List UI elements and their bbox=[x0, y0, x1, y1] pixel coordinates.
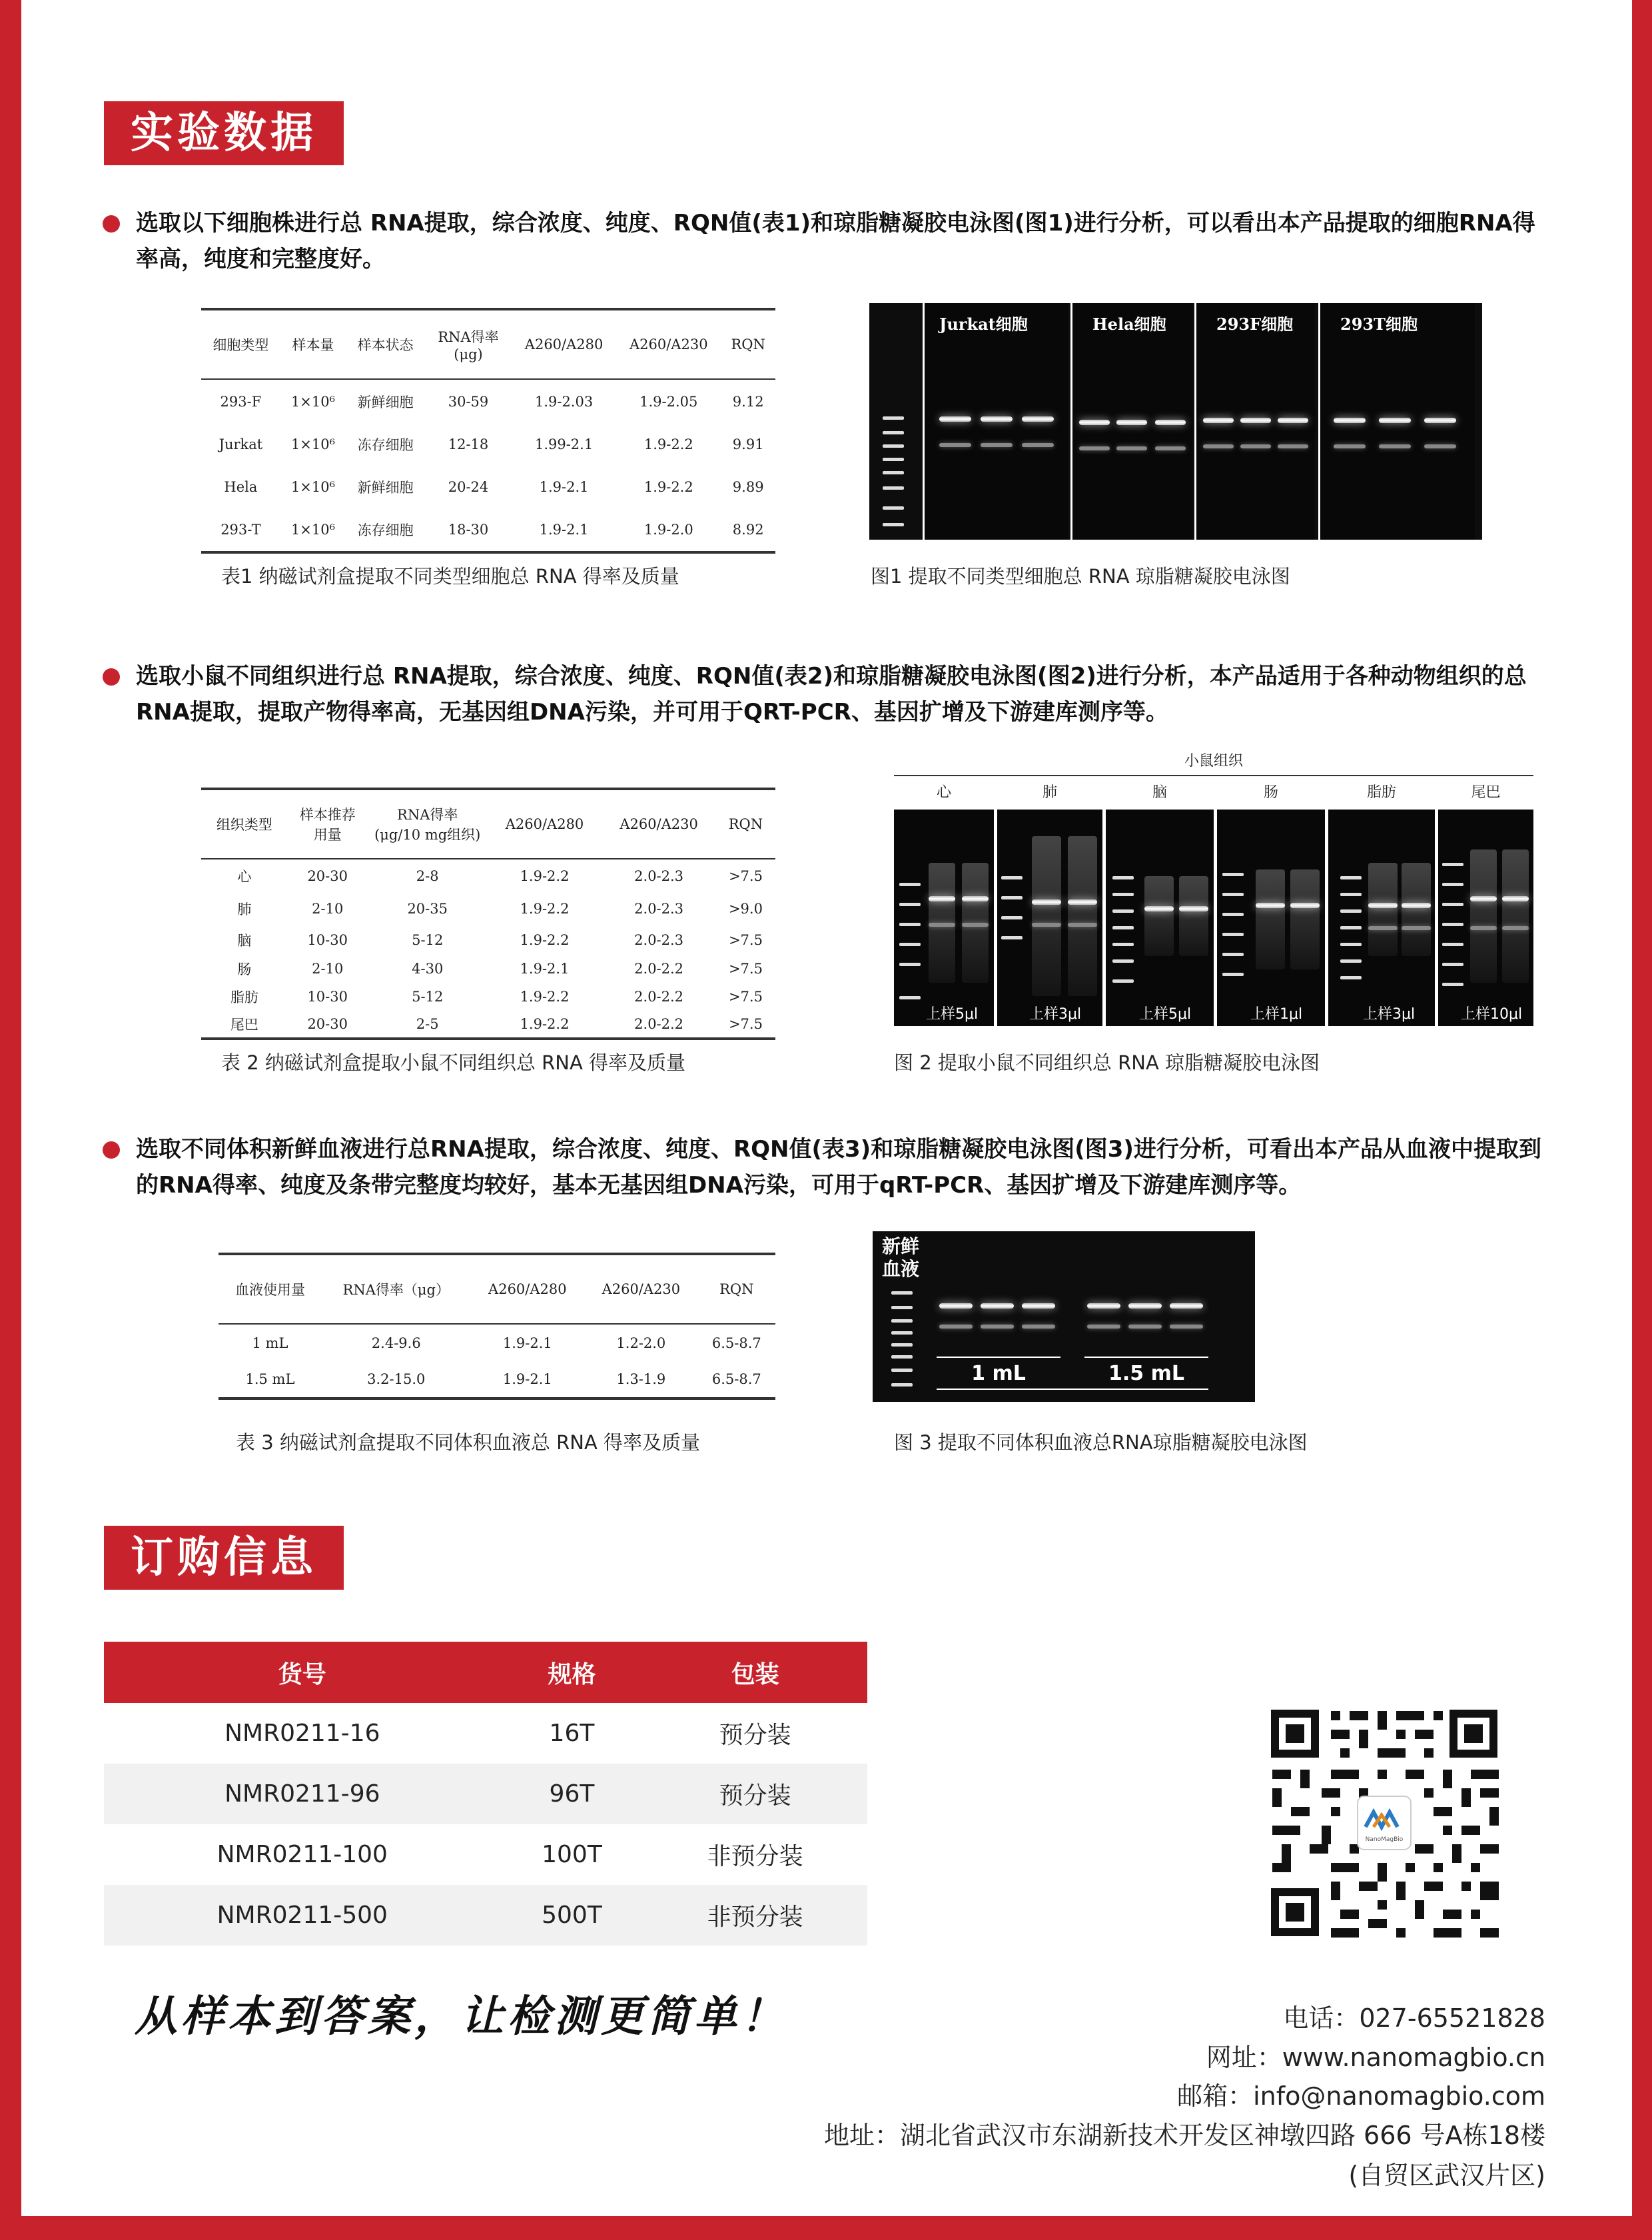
section-title-experiment: 实验数据 bbox=[104, 101, 344, 165]
figure2-bracket bbox=[894, 775, 1533, 776]
gel-lane-label: 肠 bbox=[1263, 784, 1278, 801]
table-cell: 2.0-2.2 bbox=[634, 989, 684, 1005]
order-cell: 16T bbox=[549, 1720, 595, 1747]
gel-lane-label: 脑 bbox=[1152, 784, 1167, 801]
table-header-cell: RQN bbox=[698, 1254, 775, 1324]
table-cell: 1.2-2.0 bbox=[616, 1335, 666, 1351]
contact-address-note: (自贸区武汉片区) bbox=[1348, 2161, 1545, 2190]
table-cell: 1.9-2.2 bbox=[520, 932, 570, 948]
section-title-order: 订购信息 bbox=[104, 1526, 344, 1590]
table-cell: 20-30 bbox=[307, 867, 348, 884]
table-cell: 冻存细胞 bbox=[357, 437, 414, 453]
table-cell: 293-F bbox=[220, 393, 262, 410]
table-caption: 表1 纳磁试剂盒提取不同类型细胞总 RNA 得率及质量 bbox=[221, 565, 679, 588]
gel-lane-label: 心 bbox=[936, 784, 951, 801]
order-row bbox=[104, 1764, 867, 1824]
table-row bbox=[201, 466, 775, 508]
table-header-cell: A260/A280 bbox=[471, 1254, 585, 1324]
table-row bbox=[201, 423, 775, 466]
bullet-icon bbox=[103, 1141, 120, 1159]
table-cell: 2.0-2.3 bbox=[634, 932, 684, 948]
bullet-icon bbox=[103, 215, 120, 233]
order-cell: 预分装 bbox=[643, 1764, 867, 1824]
order-cell: 预分装 bbox=[719, 1722, 791, 1749]
order-cell: 100T bbox=[542, 1841, 602, 1868]
table-cell: 1×10⁶ bbox=[290, 436, 336, 452]
gel-load-label: 上样5μl bbox=[1139, 1006, 1192, 1023]
table-cell: 1×10⁶ bbox=[280, 508, 346, 552]
table-header-cell: 血液使用量 bbox=[218, 1254, 322, 1324]
table-row bbox=[201, 508, 775, 552]
table-caption: 表 2 纳磁试剂盒提取小鼠不同组织总 RNA 得率及质量 bbox=[221, 1051, 686, 1074]
table-cell: 30-59 bbox=[448, 393, 489, 410]
table-header-cell: 样本状态 bbox=[346, 309, 425, 379]
table-row bbox=[201, 983, 775, 1011]
table-cell-rna-yield bbox=[201, 308, 775, 554]
table-header-cell: 样本推荐 用量 bbox=[288, 789, 368, 859]
contact-phone: 电话：027-65521828 bbox=[1283, 2003, 1545, 2033]
gel-lane-label: 尾巴 bbox=[1471, 784, 1501, 801]
table-cell: 1.9-2.0 bbox=[616, 508, 721, 552]
table-tissue-rna-yield bbox=[201, 788, 775, 1040]
table-cell: Hela bbox=[224, 479, 258, 495]
table-cell: 8.92 bbox=[721, 508, 775, 552]
table-cell: 2-5 bbox=[368, 1011, 488, 1039]
table-cell: 9.91 bbox=[732, 436, 764, 452]
order-cell: 非预分装 bbox=[643, 1885, 867, 1946]
table-cell: 3.2-15.0 bbox=[322, 1361, 471, 1399]
gel-load-label: 上样5μl bbox=[926, 1006, 979, 1023]
table-header-cell: A260/A230 bbox=[602, 789, 716, 859]
table-cell: 9.12 bbox=[732, 393, 764, 410]
table-cell: 1.3-1.9 bbox=[584, 1361, 698, 1399]
table-cell: >7.5 bbox=[728, 989, 763, 1005]
table-header-cell: A260/A280 bbox=[488, 789, 602, 859]
table-cell: 2.0-2.3 bbox=[634, 867, 684, 884]
order-cell: 非预分装 bbox=[707, 1843, 803, 1870]
table-header-cell: RQN bbox=[716, 789, 775, 859]
table-cell: 20-30 bbox=[288, 1011, 368, 1039]
table-cell: 1.9-2.2 bbox=[520, 901, 570, 917]
gel-lane-label: 293F细胞 bbox=[1216, 314, 1294, 334]
table-cell: >7.5 bbox=[728, 932, 763, 948]
table-cell: 1.5 mL bbox=[218, 1361, 322, 1399]
gel-group-label: 1.5 mL bbox=[1108, 1362, 1184, 1385]
table-cell: 10-30 bbox=[307, 932, 348, 948]
figure2-title: 小鼠组织 bbox=[1184, 753, 1243, 770]
gel-load-label: 上样10μl bbox=[1461, 1006, 1523, 1023]
table-cell: 脂肪 bbox=[230, 989, 258, 1005]
table-cell: 9.89 bbox=[732, 479, 764, 495]
table-header-cell: A260/A230 bbox=[584, 1254, 698, 1324]
gel-lane-label: Jurkat细胞 bbox=[939, 314, 1028, 334]
table-cell: 新鲜细胞 bbox=[357, 480, 414, 496]
table-cell: 1.9-2.2 bbox=[520, 989, 570, 1005]
table-cell: 4-30 bbox=[412, 961, 444, 977]
table-cell: 5-12 bbox=[412, 989, 444, 1005]
figure-caption: 图1 提取不同类型细胞总 RNA 琼脂糖凝胶电泳图 bbox=[871, 565, 1290, 588]
gel-image-tissue bbox=[894, 810, 1533, 1026]
contact-email: 邮箱：info@nanomagbio.com bbox=[1177, 2081, 1545, 2111]
table-cell: 1.9-2.1 bbox=[520, 961, 570, 977]
table-row bbox=[201, 859, 775, 892]
paragraph-cell-lines: 选取以下细胞株进行总 RNA提取，综合浓度、纯度、RQN值(表1)和琼脂糖凝胶电泳图(图1)进行分析，可以看出本产品提取的细胞RNA得率高，纯度和完整度好。 bbox=[136, 210, 1535, 273]
table-row bbox=[201, 892, 775, 925]
gel-image-cells bbox=[869, 303, 1482, 540]
order-cell: NMR0211-96 bbox=[104, 1764, 501, 1824]
table-row bbox=[218, 1361, 775, 1399]
table-header-cell: A260/A280 bbox=[512, 309, 616, 379]
table-header-cell: 样本量 bbox=[280, 309, 346, 379]
gel-side-label: 血液 bbox=[882, 1258, 920, 1280]
gel-load-label: 上样3μl bbox=[1029, 1006, 1082, 1023]
table-blood-rna-yield bbox=[218, 1253, 775, 1400]
table-cell: 1.9-2.1 bbox=[471, 1361, 585, 1399]
gel-image-blood bbox=[873, 1231, 1255, 1402]
order-row bbox=[104, 1703, 867, 1764]
table-cell: 1.9-2.2 bbox=[643, 479, 693, 495]
table-header-cell: 组织类型 bbox=[201, 789, 288, 859]
order-cell: 500T bbox=[501, 1885, 643, 1946]
table-cell: 心 bbox=[237, 868, 252, 885]
table-row bbox=[201, 925, 775, 955]
table-cell: 1.9-2.03 bbox=[534, 393, 594, 410]
table-header-cell: RNA得率 (μg) bbox=[425, 309, 512, 379]
figure-caption: 图 3 提取不同体积血液总RNA琼脂糖凝胶电泳图 bbox=[894, 1431, 1308, 1454]
gel-load-label: 上样1μl bbox=[1250, 1006, 1303, 1023]
table-cell: 肠 bbox=[237, 961, 252, 977]
table-cell: 2.0-2.2 bbox=[602, 1011, 716, 1039]
table-cell: 6.5-8.7 bbox=[698, 1361, 775, 1399]
table-header-cell: RQN bbox=[721, 309, 775, 379]
qr-logo-text: NanoMagBio bbox=[1365, 1836, 1404, 1843]
figure-caption: 图 2 提取小鼠不同组织总 RNA 琼脂糖凝胶电泳图 bbox=[894, 1051, 1320, 1074]
gel-lane-label: 肺 bbox=[1042, 784, 1057, 801]
table-row bbox=[201, 1011, 775, 1039]
table-cell: >7.5 bbox=[716, 1011, 775, 1039]
table-cell: 6.5-8.7 bbox=[711, 1335, 761, 1351]
table-cell: 新鲜细胞 bbox=[357, 394, 414, 410]
order-table bbox=[104, 1642, 867, 1946]
table-cell: >9.0 bbox=[728, 901, 763, 917]
table-cell: 1.9-2.1 bbox=[502, 1335, 552, 1351]
order-cell: NMR0211-500 bbox=[104, 1885, 501, 1946]
table-cell: 20-35 bbox=[407, 901, 448, 917]
gel-lane-label: 293T细胞 bbox=[1340, 314, 1418, 334]
table-cell: 2-10 bbox=[312, 961, 344, 977]
table-cell: 1.9-2.2 bbox=[520, 867, 570, 884]
table-header-cell: 细胞类型 bbox=[201, 309, 280, 379]
table-cell: >7.5 bbox=[728, 961, 763, 977]
table-cell: 1×10⁶ bbox=[290, 393, 336, 410]
table-cell: 10-30 bbox=[307, 989, 348, 1005]
table-cell: 2.0-2.3 bbox=[634, 901, 684, 917]
order-row bbox=[104, 1885, 867, 1946]
table-header-cell: RNA得率 (μg/10 mg组织) bbox=[368, 789, 488, 859]
brochure-page bbox=[21, 0, 1632, 2216]
contact-address: 地址：湖北省武汉市东湖新技术开发区神墩四路 666 号A栋18楼 bbox=[823, 2121, 1545, 2150]
slogan: 从样本到答案，让检测更简单！ bbox=[135, 1992, 787, 2041]
table-cell: 1.99-2.1 bbox=[534, 436, 594, 452]
contact-website: 网址：www.nanomagbio.cn bbox=[1206, 2043, 1545, 2072]
table-cell: 1.9-2.1 bbox=[539, 479, 589, 495]
qr-code-icon bbox=[1267, 1706, 1501, 1940]
table-cell: 12-18 bbox=[448, 436, 489, 452]
table-row bbox=[201, 955, 775, 983]
table-cell: 2.4-9.6 bbox=[371, 1335, 421, 1351]
table-cell: 1.9-2.2 bbox=[643, 436, 693, 452]
table-cell: 2.0-2.2 bbox=[634, 961, 684, 977]
order-cell: 96T bbox=[501, 1764, 643, 1824]
table-cell: 1 mL bbox=[252, 1335, 288, 1351]
table-cell: 20-24 bbox=[448, 479, 489, 495]
table-header-cell: RNA得率（μg） bbox=[322, 1254, 471, 1324]
table-cell: 1.9-2.1 bbox=[512, 508, 616, 552]
table-cell: 1.9-2.05 bbox=[639, 393, 698, 410]
table-cell: 冻存细胞 bbox=[346, 508, 425, 552]
table-cell: Jurkat bbox=[218, 436, 263, 452]
table-cell: 293-T bbox=[201, 508, 280, 552]
table-cell: 2-10 bbox=[312, 901, 344, 917]
table-cell: 1×10⁶ bbox=[290, 479, 336, 495]
table-row bbox=[218, 1324, 775, 1361]
gel-load-label: 上样3μl bbox=[1363, 1006, 1416, 1023]
order-header-cell: 规格 bbox=[501, 1642, 643, 1703]
table-cell: 肺 bbox=[237, 901, 252, 917]
order-row bbox=[104, 1824, 867, 1885]
table-header-cell: A260/A230 bbox=[616, 309, 721, 379]
order-cell: NMR0211-16 bbox=[224, 1720, 380, 1747]
table-cell: 脑 bbox=[237, 933, 252, 949]
table-cell: 1.9-2.2 bbox=[488, 1011, 602, 1039]
figure2-lane-labels bbox=[894, 781, 1533, 805]
table-cell: >7.5 bbox=[728, 867, 763, 884]
order-header-cell: 货号 bbox=[104, 1642, 501, 1703]
table-cell: 18-30 bbox=[425, 508, 512, 552]
gel-lane-label: 脂肪 bbox=[1366, 784, 1396, 801]
table-cell: 2-8 bbox=[416, 867, 439, 884]
gel-side-label: 新鲜 bbox=[882, 1235, 920, 1257]
table-cell: 尾巴 bbox=[201, 1011, 288, 1039]
gel-lane-label: Hela细胞 bbox=[1092, 314, 1166, 334]
table-row bbox=[201, 379, 775, 423]
bullet-icon bbox=[103, 668, 120, 686]
table-caption: 表 3 纳磁试剂盒提取不同体积血液总 RNA 得率及质量 bbox=[236, 1431, 701, 1454]
order-cell: NMR0211-100 bbox=[216, 1841, 388, 1868]
table-cell: 5-12 bbox=[412, 932, 444, 948]
paragraph-mouse-tissue: 选取小鼠不同组织进行总 RNA提取，综合浓度、纯度、RQN值(表2)和琼脂糖凝胶电泳图(图2)进行分析，本产品适用于各种动物组织的总RNA提取，提取产物得率高，无基因组DNA污染，并可用于QRT-PCR、基因扩增及下游建库测序等。 bbox=[136, 663, 1527, 726]
order-header-cell: 包装 bbox=[643, 1642, 867, 1703]
gel-group-label: 1 mL bbox=[971, 1362, 1026, 1385]
paragraph-blood: 选取不同体积新鲜血液进行总RNA提取，综合浓度、纯度、RQN值(表3)和琼脂糖凝胶电泳图(图3)进行分析，可看出本产品从血液中提取到的RNA得率、纯度及条带完整度均较好，基本无基因组DNA污染，可用于qRT-PCR、基因扩增及下游建库测序等。 bbox=[136, 1136, 1541, 1199]
